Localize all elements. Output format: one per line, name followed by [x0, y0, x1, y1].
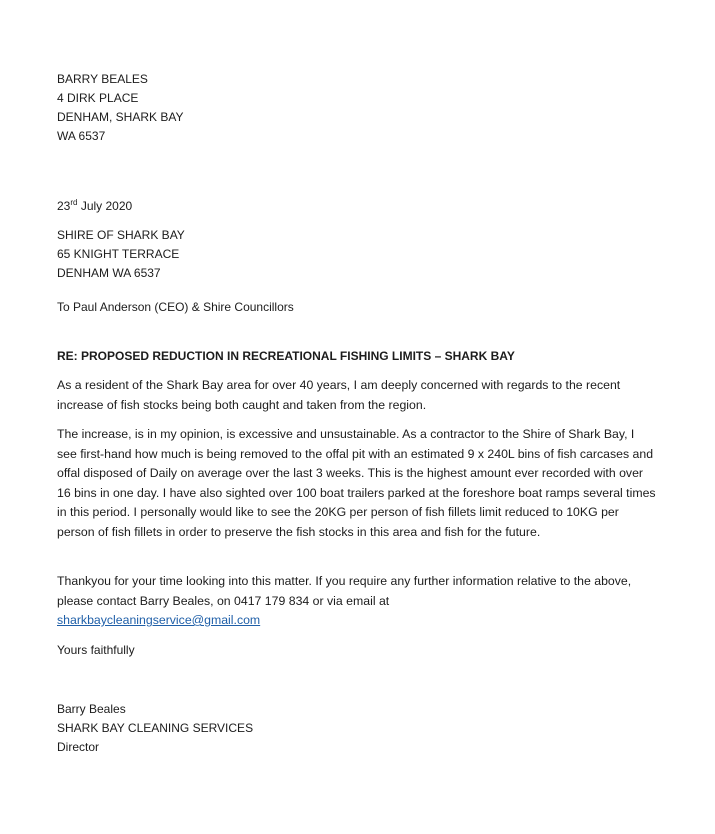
- sender-name: BARRY BEALES: [57, 72, 148, 86]
- closing: Yours faithfully: [57, 643, 135, 657]
- paragraph-text: The increase, is in my opinion, is excessive and unsustainable. As a contractor to the Shire of Shark Bay, I see first-hand how much is being removed to the offal pit with an estimated 9 x 240L bins of fish carcases and offal disposed of Daily on average over the last 3 weeks. This is the highest amount ever recorded with over 16 bins in one day. I have also sighted over 100 boat trailers parked at the foreshore boat ramps several times in this period. I personally would like to see the 20KG per person of fish fillets limit reduced to 10KG per person of fish fillets in order to preserve the fish stocks in this area and fish for the future.: [57, 427, 656, 539]
- sender-state-postcode: WA 6537: [57, 129, 106, 143]
- contact-text: Thankyou for your time looking into this matter. If you require any further information relative to the above, please contact Barry Beales, on 0417 179 834 or via email at: [57, 574, 632, 608]
- signatory-title: Director: [57, 740, 100, 754]
- sender-address: [57, 70, 183, 146]
- body-paragraph-3: [57, 572, 657, 631]
- sender-street: 4 DIRK PLACE: [57, 91, 139, 105]
- email-link[interactable]: sharkbaycleaningservice@gmail.com: [57, 613, 261, 627]
- body-paragraph-2: [57, 425, 657, 542]
- signatory-company: SHARK BAY CLEANING SERVICES: [57, 721, 254, 735]
- date-day: 23: [57, 199, 71, 213]
- recipient-street: 65 KNIGHT TERRACE: [57, 247, 180, 261]
- letter-date: [57, 197, 132, 216]
- sender-town: DENHAM, SHARK BAY: [57, 110, 184, 124]
- recipient-name: SHIRE OF SHARK BAY: [57, 228, 185, 242]
- body-paragraph-1: [57, 376, 657, 415]
- paragraph-text: As a resident of the Shark Bay area for over 40 years, I am deeply concerned with regards to the recent increase of fish stocks being both caught and taken from the region.: [57, 378, 621, 412]
- salutation: To Paul Anderson (CEO) & Shire Councillors: [57, 300, 294, 314]
- signatory-name: Barry Beales: [57, 702, 126, 716]
- recipient-address: [57, 226, 185, 283]
- date-month-year: July 2020: [77, 199, 133, 213]
- signature-block: [57, 700, 253, 757]
- recipient-town: DENHAM WA 6537: [57, 266, 161, 280]
- subject-line: RE: PROPOSED REDUCTION IN RECREATIONAL FISHING LIMITS – SHARK BAY: [57, 349, 515, 363]
- paragraph-text: [57, 572, 657, 631]
- date-suffix: rd: [70, 198, 78, 207]
